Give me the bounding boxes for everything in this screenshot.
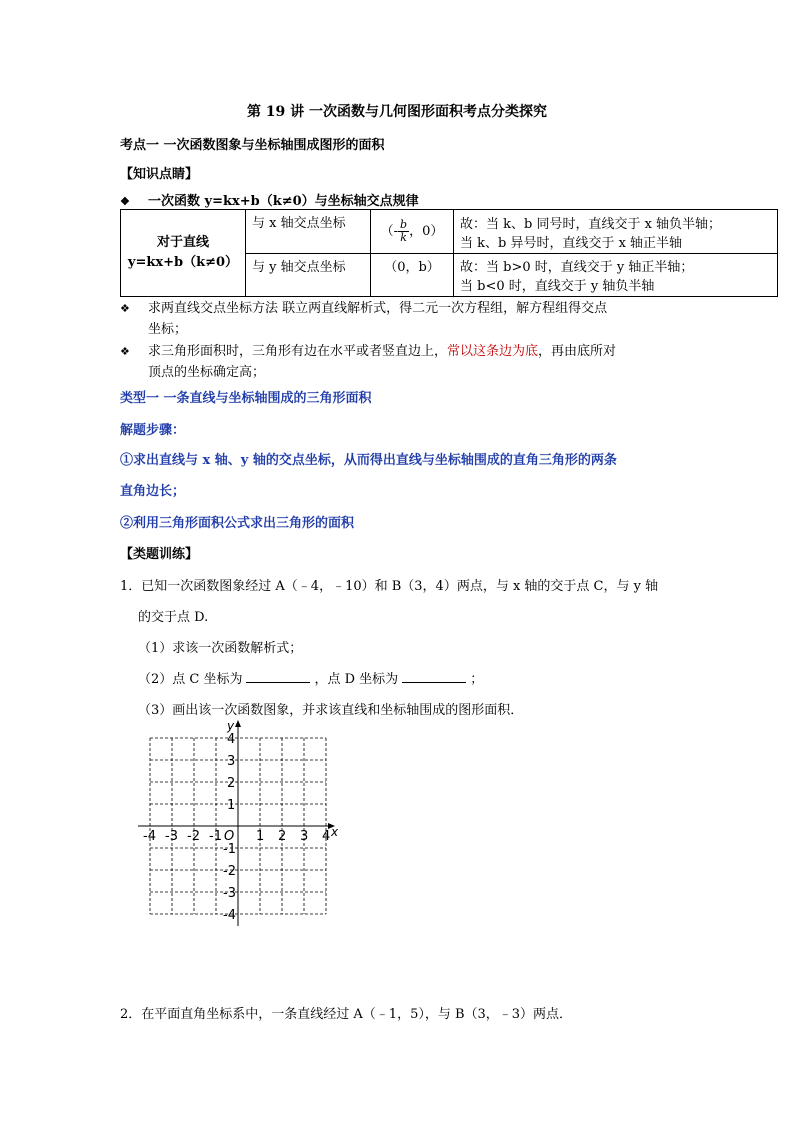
y-intercept-label: 与 y 轴交点坐标	[246, 254, 371, 297]
bullet-1-text: 一次函数 y=kx+b（k≠0）与坐标轴交点规律	[148, 194, 419, 209]
x-intercept-label: 与 x 轴交点坐标	[246, 210, 371, 254]
question-1-part-3: （3）画出该一次函数图象，并求该直线和坐标轴围成的图形面积．	[138, 703, 524, 718]
x-intercept-coord: （- $\frac{b}{k}$ ，0）	[371, 210, 454, 254]
bullet-2: ❖ 求两直线交点坐标方法 联立两直线解析式，得二元一次方程组，解方程组得交点	[120, 301, 608, 316]
x-tick: -3	[165, 829, 178, 844]
fraction-b-over-k: $\frac{b}{k}$	[400, 218, 408, 244]
y-tick: 1	[227, 798, 236, 813]
y-tick: 3	[227, 754, 236, 769]
y-intercept-coord: （0，b）	[371, 254, 454, 297]
x-axis-label: x	[331, 825, 339, 839]
y-axis-arrow-icon	[235, 720, 241, 727]
x-intercept-rule: 故：当 k、b 同号时，直线交于 x 轴负半轴； 当 k、b 异号时，直线交于 x 轴正半轴	[454, 210, 778, 254]
coordinate-grid	[135, 716, 345, 931]
y-tick: -4	[223, 908, 236, 923]
bullet-1	[120, 190, 419, 209]
x-tick: -2	[187, 829, 200, 844]
diamond-bullet-icon: ❖	[120, 302, 130, 315]
page-title: 第 19 讲 一次函数与几何图形面积考点分类探究	[246, 104, 548, 120]
knowledge-heading: 【知识点睛】	[120, 167, 199, 182]
y-tick: 4	[227, 732, 236, 747]
x-tick: 1	[256, 829, 265, 844]
section-heading: 考点一 一次函数图象与坐标轴围成图形的面积	[120, 138, 385, 153]
steps-heading: 解题步骤：	[120, 423, 186, 438]
step-1-cont: 直角边长；	[120, 484, 186, 499]
x-tick: -4	[143, 829, 156, 844]
highlight-text: 常以这条边为底	[447, 344, 539, 359]
question-1: 1．已知一次函数图象经过 A（﹣4，﹣10）和 B（3，4）两点，与 x 轴的交于点 C，与 y 轴	[120, 579, 659, 594]
x-tick: -1	[209, 829, 222, 844]
x-tick: 2	[278, 829, 287, 844]
origin-label: O	[224, 829, 235, 844]
question-1-part-2: （2）点 C 坐标为 ，点 D 坐标为 ；	[138, 672, 484, 687]
type-heading: 类型一 一条直线与坐标轴围成的三角形面积	[120, 391, 372, 406]
bullet-3-cont: 顶点的坐标确定高；	[148, 365, 266, 380]
y-axis-label: y	[227, 719, 235, 733]
diamond-bullet-icon: ❖	[120, 345, 130, 358]
x-tick: 3	[300, 829, 309, 844]
bullet-2-cont: 坐标；	[148, 322, 188, 337]
y-tick: -2	[223, 864, 236, 879]
y-tick: 2	[227, 776, 236, 791]
y-tick: -1	[223, 842, 236, 857]
y-tick: -3	[223, 886, 236, 901]
diamond-bullet-icon: ❖	[120, 195, 130, 208]
step-2: ②利用三角形面积公式求出三角形的面积	[120, 516, 355, 531]
question-1-cont: 的交于点 D.	[138, 610, 209, 625]
intercept-table	[120, 209, 778, 297]
bullet-3: ❖ 求三角形面积时，三角形有边在水平或者竖直边上，常以这条边为底，再由底所对	[120, 344, 617, 359]
y-intercept-rule: 故：当 b>0 时，直线交于 y 轴正半轴； 当 b<0 时，直线交于 y 轴负半轴	[454, 254, 778, 297]
step-1: ①求出直线与 x 轴、y 轴的交点坐标，从而得出直线与坐标轴围成的直角三角形的两条	[120, 453, 617, 468]
answer-blank-d[interactable]	[402, 670, 466, 683]
question-1-part-1: （1）求该一次函数解析式；	[138, 641, 303, 656]
practice-heading: 【类题训练】	[120, 547, 199, 562]
x-tick: 4	[322, 829, 331, 844]
answer-blank-c[interactable]	[246, 670, 310, 683]
question-2: 2．在平面直角坐标系中，一条直线经过 A（﹣1，5），与 B（3，﹣3）两点．	[120, 1007, 573, 1022]
table-row-label: 对于直线 y=kx+b（k≠0）	[121, 210, 246, 297]
